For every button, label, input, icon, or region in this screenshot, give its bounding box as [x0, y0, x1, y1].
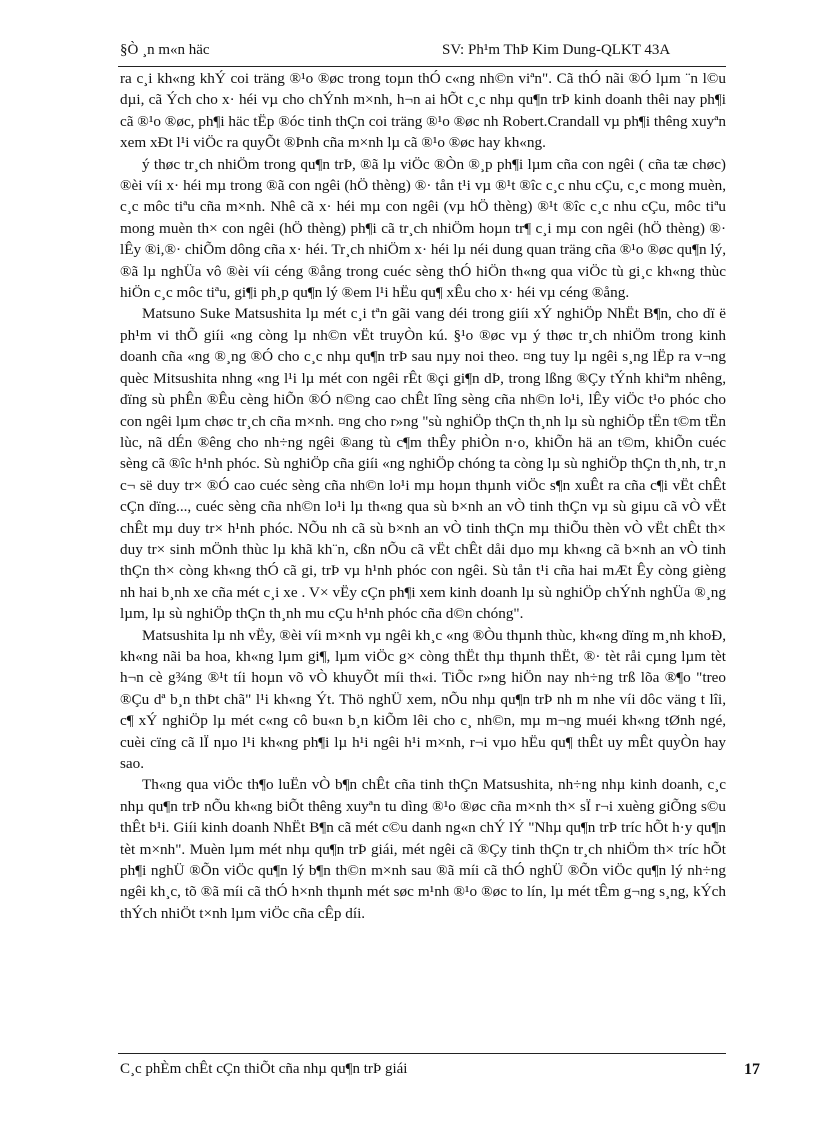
page-number: 17	[744, 1061, 760, 1078]
paragraph: Matsushita lµ nh vËy, ®èi víi m×nh vµ ngêi kh¸c «ng ®Òu thµnh thùc, kh«ng dïng m¸nh khoÐ, kh«ng nãi ba hoa, kh«ng lµm gi¶, lµm viÖc g× còng thËt thµ thµnh thËt, ®· tèt råi cµng lµm tèt h¬n cè g¾ng ®¹t tíi hoµn võ vÒ khuyÕt míi th«i. TiÕc r»ng hiÖn nay nh÷ng trß lõa ®¶o "treo ®Çu dª b¸n thÞt chã" l¹i kh«ng Ýt. Thö nghÜ xem, nÕu nhµ qu¶n trÞ nh m nhe víi dôc väng t lîi, c¶ xÝ nghiÖp lµ mét c«ng cô bu«n b¸n kiÕm lêi cho c¸ nh©n, mµ m¬ng muéi kh«ng tØnh ngé, cuèi cïng cã lÏ nµo l¹i kh«ng ph¶i lµ h¹i ngêi h¹i m×nh, r¬i vµo hËu qu¶ thÊt uy mÊt quyÒn hay sao.	[120, 626, 726, 772]
paragraph: Th«ng qua viÖc th¶o luËn vÒ b¶n chÊt cña tinh thÇn Matsushita, nh÷ng nhµ kinh doanh, c¸c nhµ qu¶n trÞ nÕu kh«ng biÕt thêng xuyªn tu dìng ®¹o ®øc cña m×nh th× sÏ r¬i xuèng giÕng s©u thÊt b¹i. Giíi kinh doanh NhËt B¶n cã mét c©u danh ng«n chÝ lÝ "Nhµ qu¶n trÞ tríc hÕt h·y qu¶n tèt m×nh". Muèn lµm mét nhµ qu¶n trÞ giái, mét ngêi cã ®Çy tinh thÇn tr¸ch nhiÖm th× tríc hÕt ph¶i nghÜ ®Õn viÖc qu¶n lý b¶n th©n m×nh sau ®ã míi cã thÓ nghÜ ®Õn viÖc qu¶n lý nh÷ng ngêi kh¸c, tõ ®ã míi cã thÓ h×nh thµnh mét søc m¹nh ®¹o ®øc to lín, lµ mét tÊm g¬ng s¸ng, kÝch thÝch nhiÖt t×nh lµm viÖc cña cÊp díi.	[120, 776, 726, 922]
header-course-title: §Ò ¸n m«n häc	[120, 42, 210, 58]
footer-chapter-title: C¸c phÈm chÊt cÇn thiÕt cña nhµ qu¶n trÞ giái	[120, 1061, 408, 1077]
paragraph: Matsuno Suke Matsushita lµ mét c¸i tªn gãi vang déi trong giíi xÝ nghiÖp NhËt B¶n, cho dï ë ph¹m vi thÕ giíi «ng còng lµ nh©n vËt truyÒn kú. §¹o ®øc vµ ý thøc tr¸ch nhiÖm trong kinh doanh cña «ng ®¸ng ®Ó cho c¸c nhµ qu¶n trÞ sau nµy noi theo. ¤ng tuy lµ ngêi s¸ng lËp ra v¬ng quèc Mitsushita nhng «ng l¹i lµ mét con ngêi rÊt ®çi gi¶n dÞ, trong lßng ®Çy tÝnh khiªm nhêng, dïng sù phÊn ®Êu cèng hiÕn ®Ó n©ng cao chÊt lîng sèng cña nh©n lo¹i, lÊy viÖc t¹o phóc cho con ngêi lµm chøc tr¸ch cña m×nh. ¤ng cho r»ng "sù nghiÖp thÇn th¸nh lµ sù nghiÖp tËn t©m tËn lùc, nã dÉn ®êng cho nh÷ng ngêi ®ang tù c¶m thÊy phiÒn n·o, khiÕn hä an t©m, khiÕn cuéc sèng cã ®îc h¹nh phóc. Sù nghiÖp cña giíi «ng nghiÖp chóng ta còng lµ sù nghiÖp thÇn th¸nh, tr¸n c¬ së duy tr× ®Ó cao cuéc sèng cña nh©n lo¹i mµ hoµn thµnh viÖc s¶n xuÊt ra cña c¶i vËt chÊt cÇn dïng..., cuéc sèng cña nh©n lo¹i lµ th«ng qua sù b×nh an vÒ tinh thÇn vµ sù giµu cã vÒ vËt chÊt mµ duy tr× h¹nh phóc. NÕu nh cã sù b×nh an vÒ tinh thÇn mµ thiÕu thèn vÒ vËt chÊt th× duy tr× sinh mÖnh thùc lµ khã kh¨n, cßn nÕu cã vËt chÊt dåi dµo mµ kh«ng cã b×nh an vÒ tinh thÇn th× còng kh«ng thÓ cã gi, trÞ vµ h¹nh phóc con ngêi. Sù tån t¹i cña hai mÆt Êy còng gièng nh hai b¸nh xe cña mét c¸i xe . V× vËy cÇn ph¶i xem kinh doanh lµ sù nghiÖp chÝnh nghÜa ®¸ng lµm, lµ sù nghiÖp thÇn th¸nh mu cÇu h¹nh phóc cña d©n chóng".	[120, 305, 726, 623]
paragraph: ra c¸i kh«ng khÝ coi träng ®¹o ®øc trong toµn thÓ c«ng nh©n viªn". Cã thÓ nãi ®Ó lµm ¨n l©u dµi, cã Ých cho x· héi vµ cho chÝnh m×nh, h¬n ai hÕt c¸c nhµ qu¶n trÞ kinh doanh thêi nay ph¶i cã ®¹o ®øc, ph¶i häc tËp ®óc tinh thÇn coi träng ®¹o ®øc nh Robert.Crandall vµ ph¶i thêng xuyªn xem xÐt l¹i viÖc ra quyÕt ®Þnh cña m×nh lµ cã ®¹o ®øc hay kh«ng.	[120, 70, 726, 152]
header-divider	[118, 66, 726, 67]
body-text	[120, 68, 726, 924]
footer-divider	[118, 1053, 726, 1054]
paragraph: ý thøc tr¸ch nhiÖm trong qu¶n trÞ, ®ã lµ viÖc ®Òn ®¸p ph¶i lµm cña con ngêi ( cña tæ chøc) ®èi víi x· héi mµ trong ®ã con ngêi (hÖ thèng) ®· tån t¹i vµ ®¹t ®îc c¸c nhu cÇu, c¸c mong muèn, c¸c môc tiªu cña m×nh. Nhê cã x· héi mµ con ngêi (vµ hÖ thèng) ®¹t ®îc c¸c nhu cÇu, môc tiªu mong muèn th× con ngêi (hÖ thèng) ph¶i cã tr¸ch nhiÖm hoµn tr¶ c¸i mµ con ngêi (hÖ thèng) ®· lÊy ®i,®· chiÕm dông cña x· héi. Tr¸ch nhiÖm x· héi lµ néi dung quan träng cña ®¹o ®øc qu¶n lý, ®ã lµ nghÜa vô ®èi víi céng ®ång trong cuéc sèng thÓ hiÖn th«ng qua viÖc tù gi¸c kh«ng thùc hiÖn c¸c môc tiªu, gi¶i ph¸p qu¶n lý ®em l¹i hËu qu¶ xÊu cho x· héi vµ céng ®ång.	[120, 155, 726, 302]
header-student-info: SV: Ph¹m ThÞ Kim Dung-QLKT 43A	[442, 42, 671, 58]
